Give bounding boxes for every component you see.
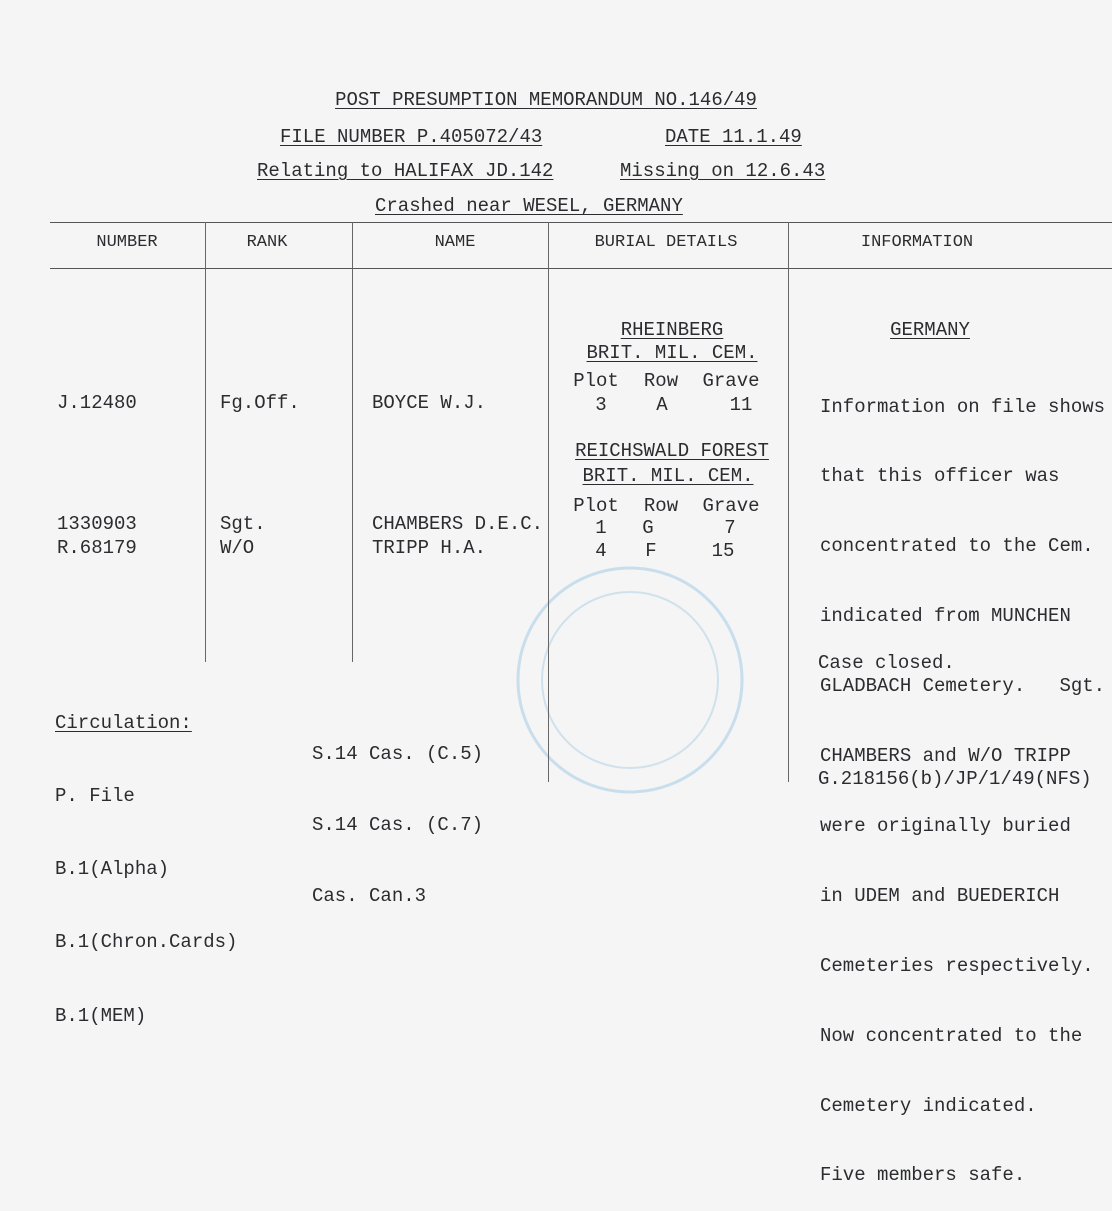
cemetery-subtitle: BRIT. MIL. CEM. xyxy=(586,342,758,364)
plot-label: Plot xyxy=(573,370,619,392)
column-divider xyxy=(788,222,789,782)
info-line: that this officer was xyxy=(820,465,1060,488)
plot-value: 3 xyxy=(595,394,607,416)
name: CHAMBERS D.E.C. xyxy=(372,513,544,535)
column-header-name: NAME xyxy=(434,233,476,252)
info-line: Information on file shows xyxy=(820,395,1106,418)
column-header-burial: BURIAL DETAILS xyxy=(594,233,738,252)
file-number: FILE NUMBER P.405072/43 xyxy=(280,126,543,148)
grave-label: Grave xyxy=(702,495,760,517)
circulation-label: Circulation: xyxy=(55,711,192,734)
aircraft-relating: Relating to HALIFAX JD.142 xyxy=(257,160,554,182)
circulation-item: P. File xyxy=(55,785,135,808)
row-label: Row xyxy=(643,370,679,392)
circulation-list-right xyxy=(312,696,483,932)
grave-value: 7 xyxy=(724,517,736,539)
cemetery-subtitle: BRIT. MIL. CEM. xyxy=(582,465,754,487)
info-line: Now concentrated to the xyxy=(820,1024,1083,1047)
plot-label: Plot xyxy=(573,495,619,517)
footer-reference: G.218156(b)/JP/1/49(NFS) xyxy=(818,768,1092,790)
table-top-rule xyxy=(50,222,1112,223)
column-divider xyxy=(548,222,549,782)
column-header-number: NUMBER xyxy=(96,233,158,252)
row-value: A xyxy=(656,394,668,416)
column-divider xyxy=(205,222,206,662)
missing-date: Missing on 12.6.43 xyxy=(620,160,826,182)
name: TRIPP H.A. xyxy=(372,537,487,559)
column-divider xyxy=(352,222,353,662)
circulation-list xyxy=(55,662,237,1053)
service-number: J.12480 xyxy=(57,392,137,414)
info-line: were originally buried xyxy=(820,814,1071,837)
circulation-item: B.1(Chron.Cards) xyxy=(55,931,238,954)
info-line: Cemetery indicated. xyxy=(820,1094,1037,1117)
circulation-item: S.14 Cas. (C.5) xyxy=(312,743,484,766)
info-line: Five members safe. xyxy=(820,1164,1026,1187)
cemetery-name: RHEINBERG xyxy=(620,319,724,341)
circulation-item: Cas. Can.3 xyxy=(312,884,427,907)
case-status: Case closed. xyxy=(818,652,955,674)
grave-value: 11 xyxy=(729,394,753,416)
row-value: G xyxy=(642,517,654,539)
row-label: Row xyxy=(643,495,679,517)
service-number: R.68179 xyxy=(57,537,137,559)
name: BOYCE W.J. xyxy=(372,392,487,414)
service-number: 1330903 xyxy=(57,513,137,535)
crash-location: Crashed near WESEL, GERMANY xyxy=(375,195,683,217)
plot-value: 4 xyxy=(595,540,607,562)
circulation-item: S.14 Cas. (C.7) xyxy=(312,813,484,836)
rank: Fg.Off. xyxy=(220,392,300,414)
cemetery-name: REICHSWALD FOREST xyxy=(575,440,769,462)
grave-label: Grave xyxy=(702,370,760,392)
circulation-item: B.1(MEM) xyxy=(55,1004,147,1027)
circulation-item: B.1(Alpha) xyxy=(55,858,170,881)
info-line: GLADBACH Cemetery. Sgt. xyxy=(820,675,1106,698)
column-header-rank: RANK xyxy=(246,233,288,252)
rank: Sgt. xyxy=(220,513,266,535)
info-line: indicated from MUNCHEN xyxy=(820,605,1071,628)
memo-title: POST PRESUMPTION MEMORANDUM NO.146/49 xyxy=(335,89,757,111)
circular-stamp xyxy=(500,560,760,820)
plot-value: 1 xyxy=(595,517,607,539)
info-line: CHAMBERS and W/O TRIPP xyxy=(820,745,1071,768)
memo-date: DATE 11.1.49 xyxy=(665,126,802,148)
table-header-rule xyxy=(50,268,1112,269)
info-line: Cemeteries respectively. xyxy=(820,954,1094,977)
info-line: in UDEM and BUEDERICH xyxy=(820,884,1060,907)
rank: W/O xyxy=(220,537,255,559)
row-value: F xyxy=(645,540,657,562)
column-header-information: INFORMATION xyxy=(860,233,974,252)
information-heading: GERMANY xyxy=(890,319,970,341)
grave-value: 15 xyxy=(711,540,735,562)
info-line: concentrated to the Cem. xyxy=(820,535,1094,558)
